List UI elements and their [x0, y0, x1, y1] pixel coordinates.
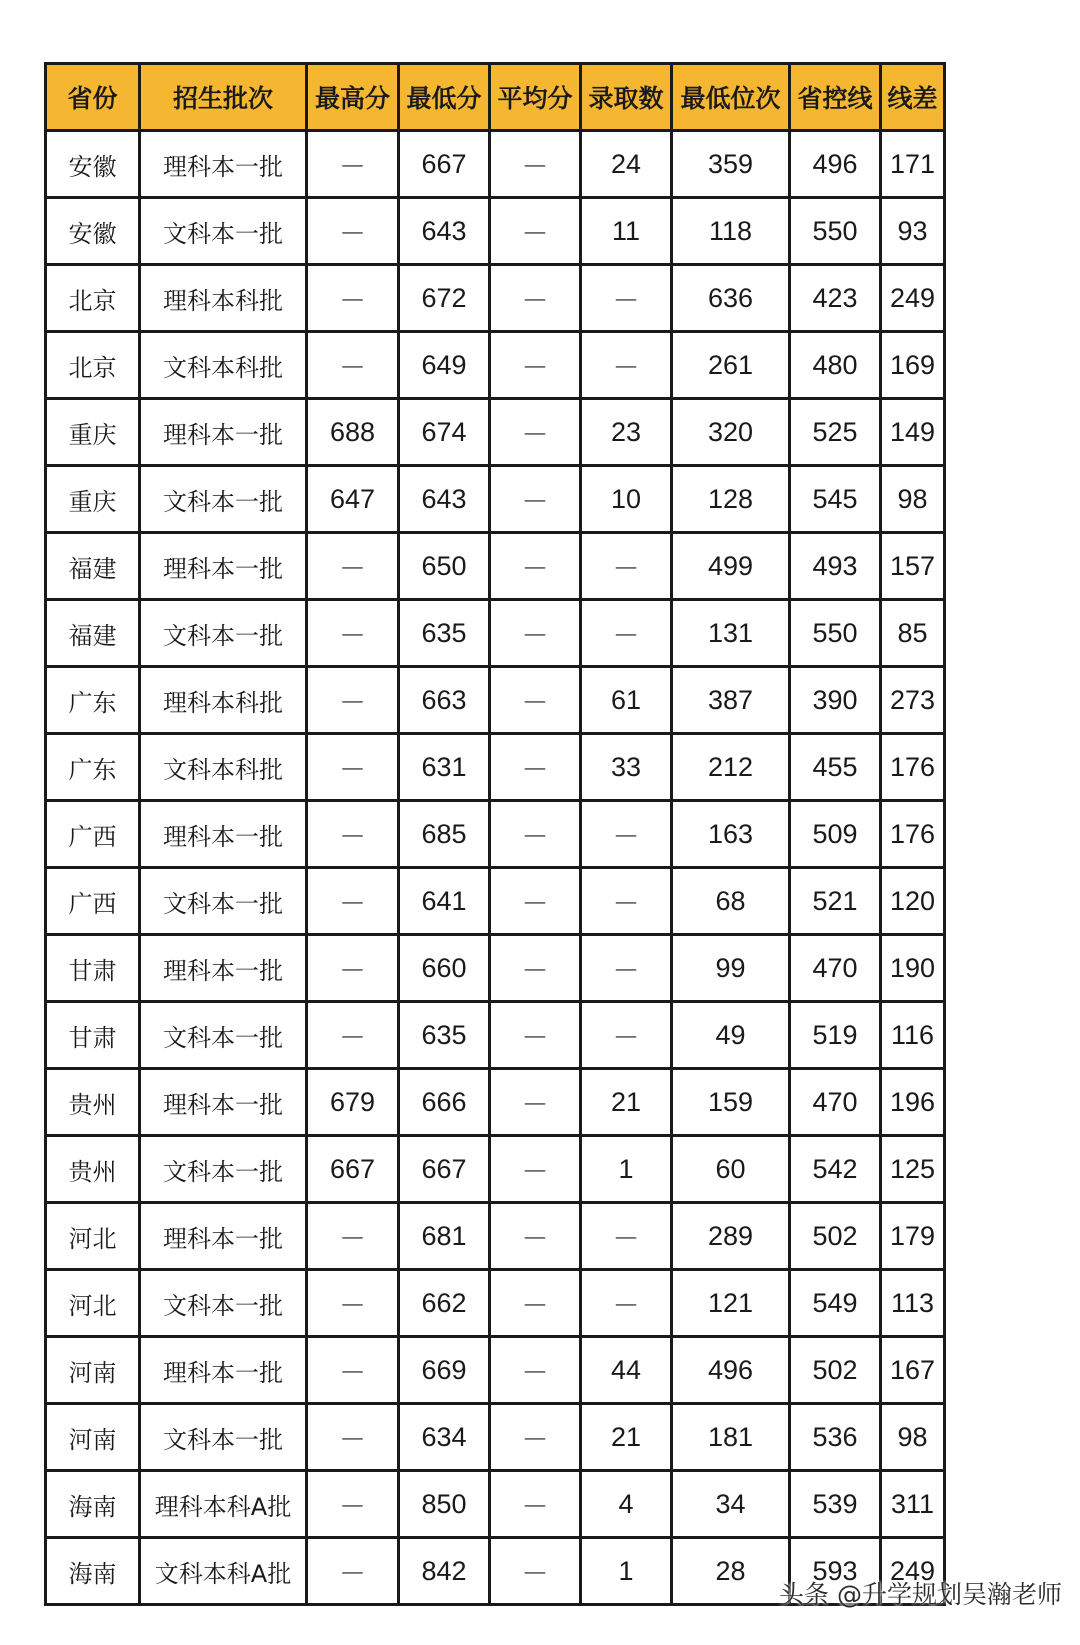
cell-batch: 理科本一批: [140, 1069, 307, 1136]
cell-admitted-count: －: [581, 265, 672, 332]
cell-max-score: －: [307, 667, 399, 734]
cell-batch: 理科本一批: [140, 399, 307, 466]
cell-avg-score: －: [490, 868, 581, 935]
cell-line-diff: 113: [881, 1270, 945, 1337]
cell-batch: 理科本一批: [140, 533, 307, 600]
cell-avg-score: －: [490, 399, 581, 466]
cell-batch: 文科本一批: [140, 1404, 307, 1471]
cell-max-score: 667: [307, 1136, 399, 1203]
cell-avg-score: －: [490, 1404, 581, 1471]
cell-control-line: 496: [790, 131, 881, 198]
cell-min-score: 685: [399, 801, 490, 868]
cell-admitted-count: 10: [581, 466, 672, 533]
cell-max-score: 647: [307, 466, 399, 533]
cell-min-rank: 359: [672, 131, 790, 198]
cell-max-score: －: [307, 734, 399, 801]
cell-batch: 文科本一批: [140, 466, 307, 533]
cell-avg-score: －: [490, 1203, 581, 1270]
cell-min-rank: 320: [672, 399, 790, 466]
cell-admitted-count: 1: [581, 1538, 672, 1605]
cell-min-score: 662: [399, 1270, 490, 1337]
cell-province: 河南: [46, 1404, 140, 1471]
cell-max-score: －: [307, 131, 399, 198]
cell-line-diff: 98: [881, 466, 945, 533]
cell-line-diff: 157: [881, 533, 945, 600]
cell-min-score: 850: [399, 1471, 490, 1538]
cell-control-line: 390: [790, 667, 881, 734]
cell-province: 海南: [46, 1471, 140, 1538]
cell-max-score: －: [307, 533, 399, 600]
cell-max-score: －: [307, 332, 399, 399]
cell-min-score: 674: [399, 399, 490, 466]
cell-line-diff: 125: [881, 1136, 945, 1203]
cell-max-score: －: [307, 1404, 399, 1471]
cell-avg-score: －: [490, 734, 581, 801]
cell-control-line: 545: [790, 466, 881, 533]
cell-min-rank: 261: [672, 332, 790, 399]
cell-line-diff: 93: [881, 198, 945, 265]
header-min-score: 最低分: [399, 64, 490, 131]
cell-control-line: 521: [790, 868, 881, 935]
cell-control-line: 480: [790, 332, 881, 399]
table-row: [46, 801, 945, 868]
cell-control-line: 525: [790, 399, 881, 466]
cell-line-diff: 85: [881, 600, 945, 667]
cell-min-score: 649: [399, 332, 490, 399]
admission-score-table: [44, 62, 946, 1606]
cell-line-diff: 311: [881, 1471, 945, 1538]
header-control-line: 省控线: [790, 64, 881, 131]
cell-admitted-count: －: [581, 1203, 672, 1270]
cell-min-rank: 387: [672, 667, 790, 734]
cell-province: 甘肃: [46, 1002, 140, 1069]
cell-control-line: 550: [790, 198, 881, 265]
header-admitted-count: 录取数: [581, 64, 672, 131]
cell-avg-score: －: [490, 1002, 581, 1069]
cell-line-diff: 171: [881, 131, 945, 198]
cell-avg-score: －: [490, 1136, 581, 1203]
cell-batch: 理科本一批: [140, 1203, 307, 1270]
cell-avg-score: －: [490, 1471, 581, 1538]
table-row: [46, 198, 945, 265]
cell-min-score: 660: [399, 935, 490, 1002]
cell-batch: 文科本一批: [140, 868, 307, 935]
table-row: [46, 1404, 945, 1471]
cell-province: 贵州: [46, 1136, 140, 1203]
cell-admitted-count: 21: [581, 1404, 672, 1471]
cell-avg-score: －: [490, 1337, 581, 1404]
cell-admitted-count: 11: [581, 198, 672, 265]
cell-province: 广西: [46, 801, 140, 868]
cell-max-score: －: [307, 198, 399, 265]
header-line-diff: 线差: [881, 64, 945, 131]
cell-min-score: 667: [399, 131, 490, 198]
cell-control-line: 470: [790, 935, 881, 1002]
cell-control-line: 549: [790, 1270, 881, 1337]
cell-avg-score: －: [490, 600, 581, 667]
cell-min-score: 842: [399, 1538, 490, 1605]
cell-admitted-count: 44: [581, 1337, 672, 1404]
table-header-row: [46, 64, 945, 131]
cell-control-line: 502: [790, 1337, 881, 1404]
cell-province: 北京: [46, 265, 140, 332]
cell-avg-score: －: [490, 533, 581, 600]
cell-province: 北京: [46, 332, 140, 399]
table-row: [46, 1136, 945, 1203]
cell-batch: 文科本一批: [140, 1270, 307, 1337]
cell-min-rank: 163: [672, 801, 790, 868]
cell-line-diff: 149: [881, 399, 945, 466]
cell-min-rank: 636: [672, 265, 790, 332]
cell-province: 广东: [46, 734, 140, 801]
cell-max-score: 679: [307, 1069, 399, 1136]
cell-admitted-count: －: [581, 1270, 672, 1337]
cell-max-score: －: [307, 868, 399, 935]
header-min-rank: 最低位次: [672, 64, 790, 131]
cell-max-score: －: [307, 1002, 399, 1069]
cell-avg-score: －: [490, 131, 581, 198]
cell-max-score: －: [307, 801, 399, 868]
cell-line-diff: 190: [881, 935, 945, 1002]
cell-max-score: 688: [307, 399, 399, 466]
table-row: [46, 1203, 945, 1270]
table-row: [46, 265, 945, 332]
cell-line-diff: 249: [881, 1538, 945, 1605]
header-province: 省份: [46, 64, 140, 131]
cell-batch: 文科本一批: [140, 600, 307, 667]
cell-admitted-count: 33: [581, 734, 672, 801]
table-row: [46, 1069, 945, 1136]
cell-province: 河北: [46, 1203, 140, 1270]
cell-admitted-count: －: [581, 332, 672, 399]
cell-avg-score: －: [490, 466, 581, 533]
cell-batch: 理科本一批: [140, 801, 307, 868]
cell-control-line: 542: [790, 1136, 881, 1203]
cell-batch: 理科本一批: [140, 131, 307, 198]
cell-control-line: 593: [790, 1538, 881, 1605]
header-max-score: 最高分: [307, 64, 399, 131]
cell-batch: 文科本一批: [140, 1002, 307, 1069]
cell-min-rank: 28: [672, 1538, 790, 1605]
cell-avg-score: －: [490, 1538, 581, 1605]
cell-control-line: 519: [790, 1002, 881, 1069]
cell-min-rank: 289: [672, 1203, 790, 1270]
cell-province: 海南: [46, 1538, 140, 1605]
cell-admitted-count: 21: [581, 1069, 672, 1136]
cell-control-line: 493: [790, 533, 881, 600]
cell-max-score: －: [307, 1270, 399, 1337]
cell-batch: 文科本一批: [140, 198, 307, 265]
cell-batch: 理科本一批: [140, 1337, 307, 1404]
cell-control-line: 470: [790, 1069, 881, 1136]
table-row: [46, 466, 945, 533]
cell-min-rank: 60: [672, 1136, 790, 1203]
cell-batch: 理科本科批: [140, 667, 307, 734]
cell-min-rank: 118: [672, 198, 790, 265]
cell-min-rank: 131: [672, 600, 790, 667]
table-row: [46, 1270, 945, 1337]
cell-line-diff: 273: [881, 667, 945, 734]
cell-min-rank: 49: [672, 1002, 790, 1069]
table-row: [46, 332, 945, 399]
cell-min-rank: 34: [672, 1471, 790, 1538]
cell-control-line: 502: [790, 1203, 881, 1270]
cell-line-diff: 196: [881, 1069, 945, 1136]
cell-max-score: －: [307, 935, 399, 1002]
cell-control-line: 550: [790, 600, 881, 667]
table-row: [46, 667, 945, 734]
cell-min-score: 634: [399, 1404, 490, 1471]
cell-province: 重庆: [46, 466, 140, 533]
cell-min-rank: 99: [672, 935, 790, 1002]
cell-min-score: 666: [399, 1069, 490, 1136]
cell-province: 广西: [46, 868, 140, 935]
cell-line-diff: 176: [881, 801, 945, 868]
header-avg-score: 平均分: [490, 64, 581, 131]
cell-province: 广东: [46, 667, 140, 734]
cell-line-diff: 179: [881, 1203, 945, 1270]
cell-min-rank: 128: [672, 466, 790, 533]
cell-batch: 文科本科批: [140, 332, 307, 399]
score-table-container: [44, 62, 946, 1606]
cell-max-score: －: [307, 1538, 399, 1605]
cell-line-diff: 169: [881, 332, 945, 399]
cell-batch: 文科本科A批: [140, 1538, 307, 1605]
cell-batch: 文科本一批: [140, 1136, 307, 1203]
cell-min-rank: 121: [672, 1270, 790, 1337]
cell-max-score: －: [307, 265, 399, 332]
cell-province: 甘肃: [46, 935, 140, 1002]
cell-line-diff: 176: [881, 734, 945, 801]
cell-admitted-count: 24: [581, 131, 672, 198]
table-row: [46, 868, 945, 935]
cell-control-line: 509: [790, 801, 881, 868]
cell-control-line: 536: [790, 1404, 881, 1471]
cell-min-score: 643: [399, 466, 490, 533]
cell-max-score: －: [307, 1471, 399, 1538]
cell-min-score: 635: [399, 1002, 490, 1069]
cell-max-score: －: [307, 1337, 399, 1404]
cell-admitted-count: 1: [581, 1136, 672, 1203]
cell-admitted-count: －: [581, 533, 672, 600]
cell-control-line: 423: [790, 265, 881, 332]
cell-min-score: 641: [399, 868, 490, 935]
table-row: [46, 1471, 945, 1538]
cell-min-score: 663: [399, 667, 490, 734]
cell-province: 重庆: [46, 399, 140, 466]
cell-avg-score: －: [490, 198, 581, 265]
cell-line-diff: 120: [881, 868, 945, 935]
table-row: [46, 734, 945, 801]
cell-admitted-count: －: [581, 801, 672, 868]
table-row: [46, 1002, 945, 1069]
cell-line-diff: 167: [881, 1337, 945, 1404]
cell-avg-score: －: [490, 1069, 581, 1136]
cell-admitted-count: －: [581, 868, 672, 935]
cell-avg-score: －: [490, 667, 581, 734]
cell-control-line: 455: [790, 734, 881, 801]
cell-province: 安徽: [46, 131, 140, 198]
cell-min-rank: 68: [672, 868, 790, 935]
cell-min-rank: 159: [672, 1069, 790, 1136]
table-row: [46, 1337, 945, 1404]
cell-province: 福建: [46, 600, 140, 667]
cell-min-score: 643: [399, 198, 490, 265]
cell-max-score: －: [307, 1203, 399, 1270]
cell-admitted-count: －: [581, 1002, 672, 1069]
cell-batch: 理科本一批: [140, 935, 307, 1002]
table-row: [46, 131, 945, 198]
cell-min-score: 635: [399, 600, 490, 667]
table-row: [46, 935, 945, 1002]
table-row: [46, 533, 945, 600]
cell-min-score: 672: [399, 265, 490, 332]
cell-line-diff: 116: [881, 1002, 945, 1069]
cell-admitted-count: －: [581, 600, 672, 667]
cell-batch: 理科本科A批: [140, 1471, 307, 1538]
cell-admitted-count: －: [581, 935, 672, 1002]
cell-avg-score: －: [490, 801, 581, 868]
cell-min-score: 631: [399, 734, 490, 801]
cell-min-rank: 212: [672, 734, 790, 801]
cell-min-rank: 496: [672, 1337, 790, 1404]
cell-min-score: 681: [399, 1203, 490, 1270]
cell-province: 福建: [46, 533, 140, 600]
cell-min-score: 650: [399, 533, 490, 600]
cell-avg-score: －: [490, 332, 581, 399]
cell-admitted-count: 61: [581, 667, 672, 734]
cell-province: 河北: [46, 1270, 140, 1337]
table-body: [46, 131, 945, 1605]
cell-province: 河南: [46, 1337, 140, 1404]
table-row: [46, 399, 945, 466]
cell-control-line: 539: [790, 1471, 881, 1538]
cell-avg-score: －: [490, 935, 581, 1002]
cell-province: 贵州: [46, 1069, 140, 1136]
cell-admitted-count: 4: [581, 1471, 672, 1538]
cell-batch: 文科本科批: [140, 734, 307, 801]
cell-min-score: 667: [399, 1136, 490, 1203]
cell-min-score: 669: [399, 1337, 490, 1404]
cell-min-rank: 499: [672, 533, 790, 600]
cell-line-diff: 249: [881, 265, 945, 332]
cell-max-score: －: [307, 600, 399, 667]
cell-avg-score: －: [490, 1270, 581, 1337]
cell-province: 安徽: [46, 198, 140, 265]
cell-min-rank: 181: [672, 1404, 790, 1471]
cell-admitted-count: 23: [581, 399, 672, 466]
cell-line-diff: 98: [881, 1404, 945, 1471]
cell-batch: 理科本科批: [140, 265, 307, 332]
watermark-text: 头条 @升学规划吴瀚老师: [779, 1580, 1062, 1609]
table-row: [46, 600, 945, 667]
cell-avg-score: －: [490, 265, 581, 332]
header-batch: 招生批次: [140, 64, 307, 131]
